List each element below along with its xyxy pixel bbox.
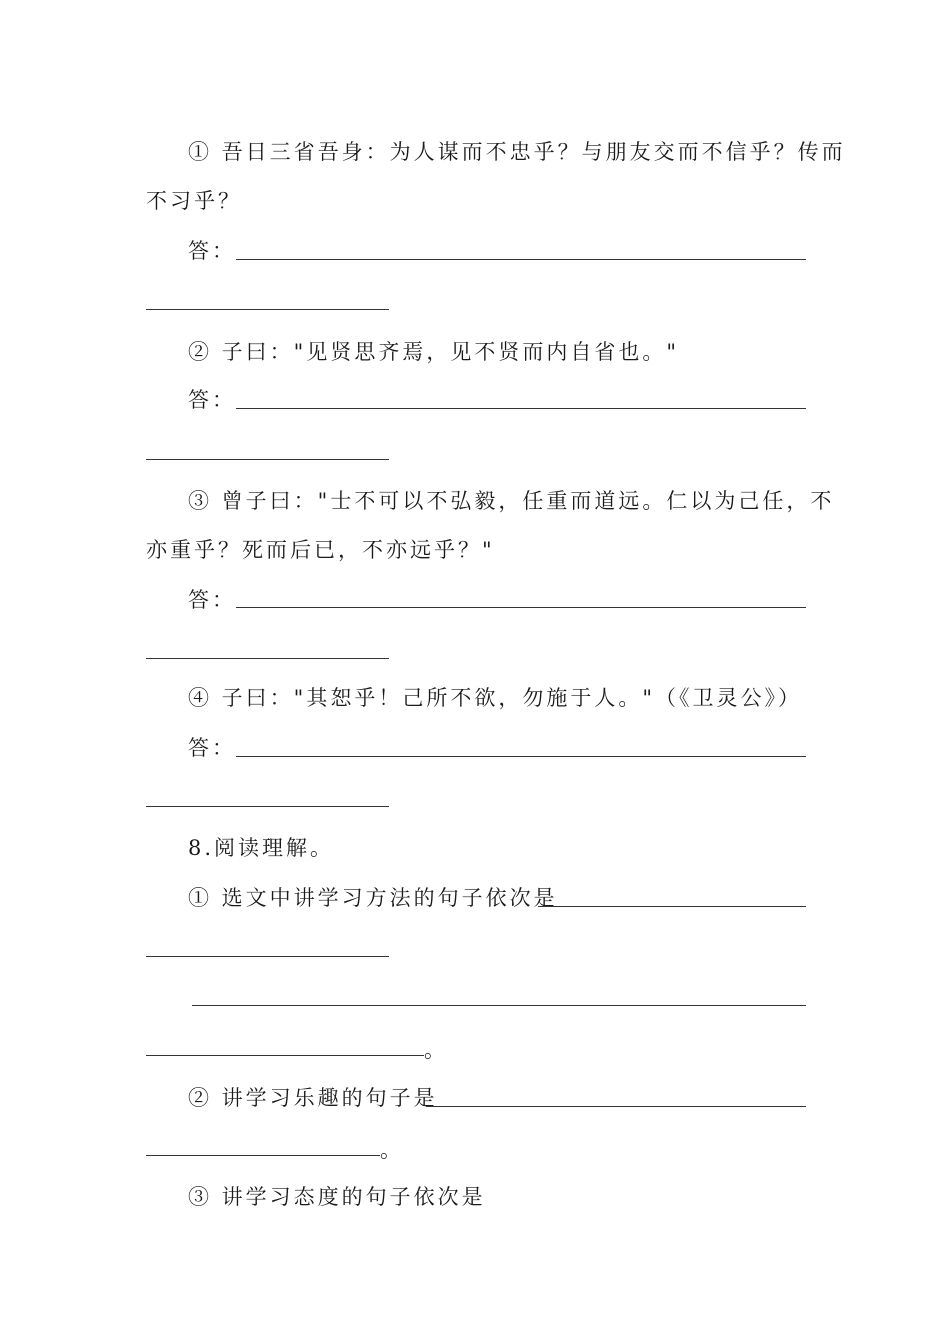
section8-item1-text: ① 选文中讲学习方法的句子依次是 <box>188 886 558 910</box>
q4-answer-row <box>0 728 950 768</box>
q3-answer-blank-1[interactable] <box>236 607 806 608</box>
q2-answer-blank-1[interactable] <box>236 408 806 409</box>
q1-answer-label: 答： <box>188 239 236 263</box>
q3-text-2: 亦重乎？死而后已，不亦远乎？" <box>146 538 495 562</box>
q4-answer-label: 答： <box>188 736 236 760</box>
section8-item2-blank-1[interactable] <box>426 1106 806 1107</box>
section8-item2-text: ② 讲学习乐趣的句子是 <box>188 1086 438 1110</box>
q1-text-1: ① 吾日三省吾身：为人谋而不忠乎？与朋友交而不信乎？传而 <box>188 140 846 164</box>
section8-item1-end-row <box>0 1030 950 1070</box>
q3-answer-blank-2[interactable] <box>146 658 389 659</box>
section8-item1-blank-1[interactable] <box>538 906 806 907</box>
q1-answer-blank-1[interactable] <box>236 259 806 260</box>
q3-answer-row <box>0 580 950 620</box>
q3-text-1: ③ 曾子曰："士不可以不弘毅，任重而道远。仁以为己任，不 <box>188 489 835 513</box>
q1-line-2 <box>0 181 950 221</box>
section8-item1-period: 。 <box>424 1038 448 1062</box>
section8-item3-text: ③ 讲学习态度的句子依次是 <box>188 1185 486 1209</box>
q3-line-1 <box>0 481 950 521</box>
q1-text-2: 不习乎？ <box>146 189 242 213</box>
q2-answer-label: 答： <box>188 388 236 412</box>
q4-line-1 <box>0 678 950 718</box>
q2-line-1 <box>0 332 950 372</box>
q4-text-1: ④ 子曰："其恕乎！己所不欲，勿施于人。"（《卫灵公》） <box>188 686 802 710</box>
q1-line-1 <box>0 132 950 172</box>
q2-answer-row <box>0 380 950 420</box>
q1-answer-row <box>0 231 950 271</box>
section8-item2-period: 。 <box>380 1138 404 1162</box>
q4-answer-blank-2[interactable] <box>146 806 389 807</box>
section8-heading-row <box>0 828 950 868</box>
q4-answer-blank-1[interactable] <box>236 756 806 757</box>
section8-item1-blank-3[interactable] <box>192 1005 806 1006</box>
section8-item1-blank-2[interactable] <box>146 956 389 957</box>
q3-line-2 <box>0 530 950 570</box>
q1-answer-blank-2[interactable] <box>146 309 389 310</box>
section8-item2-end-row <box>0 1130 950 1170</box>
section8-item3-row <box>0 1177 950 1217</box>
section8-item1-row <box>0 878 950 918</box>
q2-text-1: ② 子曰："见贤思齐焉，见不贤而内自省也。" <box>188 340 679 364</box>
q2-answer-blank-2[interactable] <box>146 459 389 460</box>
section8-heading: 8.阅读理解。 <box>188 836 335 860</box>
q3-answer-label: 答： <box>188 588 236 612</box>
section8-item2-row <box>0 1078 950 1118</box>
